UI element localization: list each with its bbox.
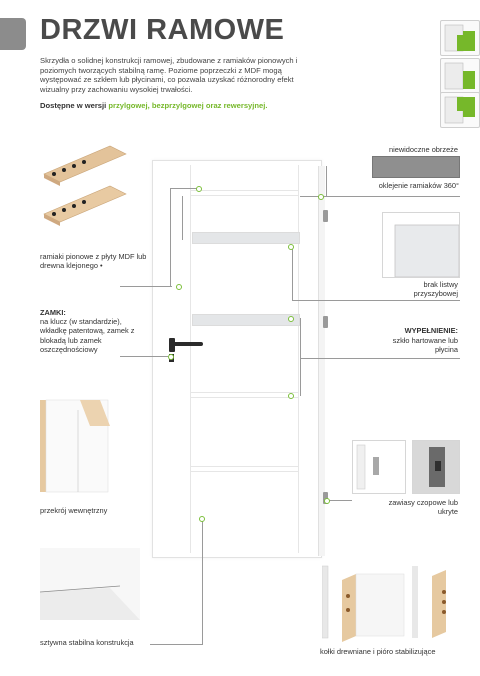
cross-section-photo <box>40 396 120 496</box>
pointer-dot <box>288 393 294 399</box>
label-ramiaki-text: ramiaki pionowe z płyty MDF lub drewna klejonego <box>40 252 147 271</box>
leader-wyp-v <box>300 318 301 358</box>
availability-line <box>40 101 267 110</box>
construction-photo <box>40 548 140 620</box>
label-wypelnienie-title: WYPEŁNIENIE: <box>404 326 458 335</box>
page-title: DRZWI RAMOWE <box>40 14 285 46</box>
leader-wyp-v2 <box>300 358 301 396</box>
hinge-photo-pin <box>352 440 406 494</box>
bezprzylgowa-icon <box>440 58 480 94</box>
leader-obrzeze <box>326 166 327 196</box>
rail-top <box>191 190 298 196</box>
availability-versions: przylgowej, bezprzylgowej oraz rewersyjnej. <box>108 101 268 110</box>
intro-paragraph: Skrzydła o solidnej konstrukcji ramowej, zbudowane z ramiaków pionowych i poziomych tworzących stabilną ramę. Poziome poprzeczki z MDF mogą występować ze szkłem lub płycinami, co pozwala uzyskać różnorodny efekt wizualny przy zachowaniu wysokiej trwałości. <box>40 56 298 94</box>
leader-oklejenie <box>300 196 460 197</box>
pointer-dot <box>168 354 174 360</box>
leader-wyp-h <box>300 358 460 359</box>
bullet-dot: • <box>97 261 103 271</box>
leader-sztywna-v <box>202 520 203 644</box>
przylgowa-icon <box>440 20 480 56</box>
hinge-middle <box>323 316 328 328</box>
section-tab <box>0 18 26 50</box>
leader-frame-v2 <box>182 196 183 240</box>
glass-detail-photo <box>382 212 460 278</box>
glass-panel-2 <box>192 314 300 326</box>
label-oklejenie: oklejenie ramiaków 360° <box>378 181 459 190</box>
door-handle <box>168 338 204 352</box>
availability-prefix: Dostępne w wersji <box>40 101 109 110</box>
leader-zawiasy <box>328 500 352 501</box>
label-wypelnienie: szkło hartowane lub płycina <box>392 336 458 355</box>
leader-ramiaki-v <box>170 188 171 286</box>
label-ramiaki <box>40 252 170 271</box>
label-zamki: na klucz (w standardzie), wkładkę patentową, zamek z blokadą lub zamek oszczędnościowy <box>40 317 135 355</box>
pointer-dot <box>196 186 202 192</box>
stile-left-line <box>190 165 191 553</box>
label-niewidoczne-obrzeze: niewidoczne obrzeże <box>388 145 458 154</box>
pointer-dot <box>288 316 294 322</box>
label-przekroj: przekrój wewnętrzny <box>40 506 108 515</box>
label-kolki: kołki drewniane i pióro stabilizujące <box>320 647 436 656</box>
leader-frame-h <box>170 188 198 189</box>
edge-swatch <box>372 156 460 178</box>
label-zamki-title: ZAMKI: <box>40 308 66 317</box>
hinge-photo-hidden <box>412 440 460 494</box>
door-leaf <box>152 160 322 558</box>
leader-brak-v <box>292 246 293 300</box>
pointer-dot <box>176 284 182 290</box>
leader-ramiaki-h <box>120 286 172 287</box>
hinge-top <box>323 210 328 222</box>
dowel-photo <box>322 562 458 642</box>
glass-panel-1 <box>192 232 300 244</box>
rewersyjna-icon <box>440 92 480 128</box>
pointer-dot <box>199 516 205 522</box>
label-zawiasy: zawiasy czopowe lub ukryte <box>388 498 458 517</box>
rail-lower <box>191 466 298 472</box>
pointer-dot <box>288 244 294 250</box>
label-sztywna: sztywna stabilna konstrukcja <box>40 638 134 647</box>
leader-brak-h <box>292 300 460 301</box>
rail-middle <box>191 392 298 398</box>
stile-right-line <box>298 165 299 553</box>
label-brak-listwy: brak listwy przyszybowej <box>413 280 458 299</box>
pointer-dot <box>318 194 324 200</box>
profile-photo-bottom <box>40 180 130 226</box>
leader-zamki <box>120 356 168 357</box>
pointer-dot <box>324 498 330 504</box>
leader-sztywna-h <box>150 644 203 645</box>
